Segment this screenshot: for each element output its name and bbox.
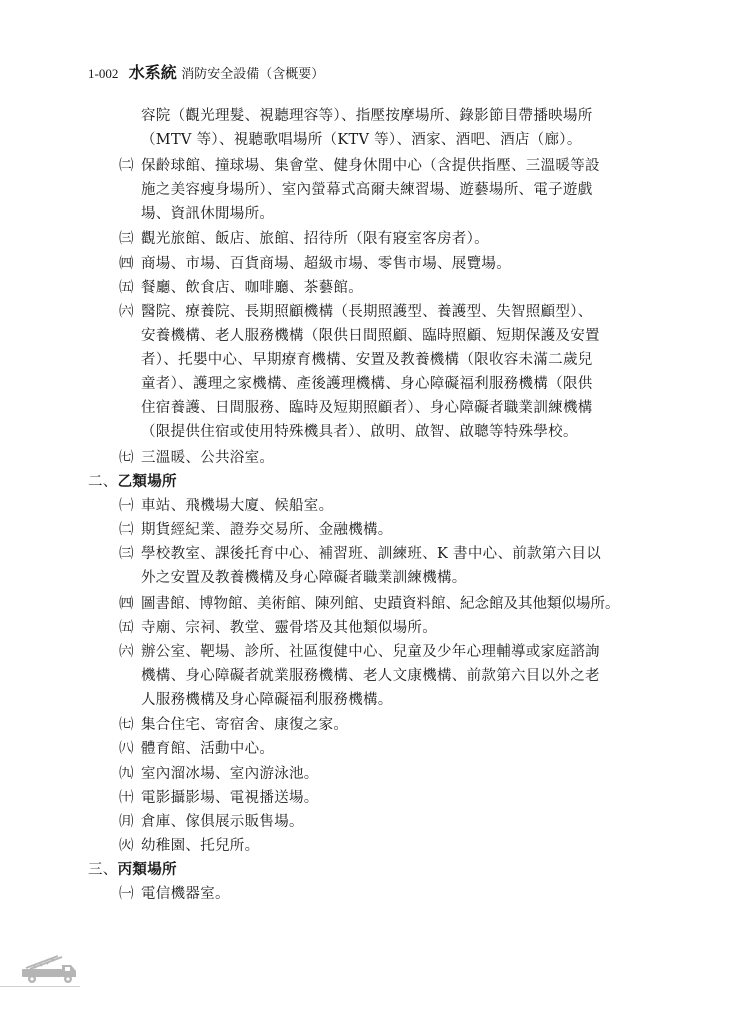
item-text: 圖書館、博物館、美術館、陳列館、史蹟資料館、紀念館及其他類似場所。: [141, 596, 620, 612]
list-item: [119, 762, 319, 786]
item-marker: ㈢: [119, 231, 134, 247]
item-text: 集合住宅、寄宿舍、康復之家。: [141, 717, 349, 733]
item-text: 醫院、療養院、長期照顧機構（長期照護型、養護型、失智照顧型）、: [141, 304, 593, 320]
paragraph-line: 人服務機構及身心障礙福利服務機構。: [141, 692, 393, 708]
item-marker: ㈪: [119, 814, 134, 830]
paragraph-line: 場、資訊休閒場所。: [141, 206, 275, 222]
page-code: 1-002: [88, 66, 119, 81]
section-heading: [88, 470, 177, 494]
list-item: [119, 494, 333, 518]
paragraph-line: 童者）、護理之家機構、產後護理機構、身心障礙福利服務機構（限供: [141, 376, 593, 392]
item-marker: ㈣: [119, 596, 134, 612]
paragraph-line: 容院（觀光理髮、視聽理容等）、指壓按摩場所、錄影節目帶播映場所: [141, 108, 593, 124]
list-item: [119, 834, 259, 858]
item-text: 學校教室、課後托育中心、補習班、訓練班、K 書中心、前款第六目以: [141, 546, 602, 562]
item-text: 辦公室、靶場、診所、社區復健中心、兒童及少年心理輔導或家庭諮詢: [141, 644, 600, 660]
list-item: [119, 227, 489, 251]
item-text: 倉庫、傢俱展示販售場。: [141, 814, 304, 830]
paragraph-line: 住宿養護、日間服務、臨時及短期照顧者）、身心障礙者職業訓練機構: [141, 400, 593, 416]
list-item: [119, 882, 230, 906]
section-number: 三、: [88, 862, 118, 878]
item-marker: ㈡: [119, 522, 134, 538]
item-marker: ㈫: [119, 838, 134, 854]
item-text: 幼稚園、托兒所。: [141, 838, 260, 854]
paragraph-line: 安養機構、老人服務機構（限供日間照顧、臨時照顧、短期保護及安置: [141, 328, 600, 344]
list-item: [119, 810, 304, 834]
list-item: [119, 518, 393, 542]
item-marker: ㈣: [119, 256, 134, 272]
list-item: [119, 542, 601, 566]
list-item: [119, 713, 348, 737]
list-item: [119, 737, 274, 761]
list-item: [119, 154, 600, 178]
footer-divider: [0, 986, 80, 987]
list-item: [119, 446, 274, 470]
item-marker: ㈡: [119, 158, 134, 174]
section-title: 乙類場所: [117, 474, 177, 490]
list-item: [119, 276, 363, 300]
item-text: 商場、市場、百貨商場、超級市場、零售市場、展覽場。: [141, 256, 511, 272]
paragraph-line: 機構、身心障礙者就業服務機構、老人文康機構、前款第六目以外之老: [141, 668, 600, 684]
item-marker: ㈥: [119, 304, 134, 320]
list-item: [119, 592, 620, 616]
item-marker: ㈥: [119, 644, 134, 660]
item-marker: ㈠: [119, 498, 134, 514]
page-header: [88, 63, 324, 85]
item-text: 三溫暖、公共浴室。: [141, 450, 275, 466]
item-text: 室內溜冰場、室內游泳池。: [141, 766, 319, 782]
paragraph-line: 者）、托嬰中心、早期療育機構、安置及教養機構（限收容未滿二歲兒: [141, 352, 593, 368]
item-marker: ㈧: [119, 741, 134, 757]
section-heading: [88, 858, 177, 882]
item-text: 保齡球館、撞球場、集會堂、健身休閒中心（含提供指壓、三溫暖等設: [141, 158, 600, 174]
item-marker: ㈤: [119, 280, 134, 296]
section-number: 二、: [88, 474, 118, 490]
item-marker: ㈠: [119, 886, 134, 902]
list-item: [119, 252, 511, 276]
item-marker: ㈩: [119, 790, 134, 806]
item-text: 電影攝影場、電視播送場。: [141, 790, 319, 806]
list-item: [119, 786, 319, 810]
item-text: 寺廟、宗祠、教堂、靈骨塔及其他類似場所。: [141, 620, 437, 636]
item-text: 期貨經紀業、證券交易所、金融機構。: [141, 522, 393, 538]
paragraph-line: 施之美容瘦身場所）、室內螢幕式高爾夫練習場、遊藝場所、電子遊戲: [141, 182, 593, 198]
chapter-title: 水系統: [128, 63, 177, 82]
paragraph-line: （限提供住宿或使用特殊機具者）、啟明、啟智、啟聰等特殊學校。: [141, 424, 578, 440]
item-text: 電信機器室。: [141, 886, 230, 902]
item-marker: ㈢: [119, 546, 134, 562]
list-item: [119, 640, 600, 664]
paragraph-line: （MTV 等）、視聽歌唱場所（KTV 等）、酒家、酒吧、酒店（廊）。: [141, 132, 582, 148]
section-title: 丙類場所: [117, 862, 177, 878]
list-item: [119, 300, 593, 324]
item-text: 體育館、活動中心。: [141, 741, 275, 757]
item-text: 餐廳、飲食店、咖啡廳、茶藝館。: [141, 280, 363, 296]
item-marker: ㈨: [119, 766, 134, 782]
paragraph-line: 外之安置及教養機構及身心障礙者職業訓練機構。: [141, 570, 467, 586]
item-marker: ㈦: [119, 450, 134, 466]
chapter-subtitle: 消防安全設備（含概要）: [181, 67, 325, 82]
item-text: 觀光旅館、飯店、旅館、招待所（限有寢室客房者）。: [141, 231, 489, 247]
item-marker: ㈤: [119, 620, 134, 636]
list-item: [119, 616, 437, 640]
fire-truck-icon: [20, 953, 80, 989]
item-marker: ㈦: [119, 717, 134, 733]
item-text: 車站、飛機場大廈、候船室。: [141, 498, 334, 514]
